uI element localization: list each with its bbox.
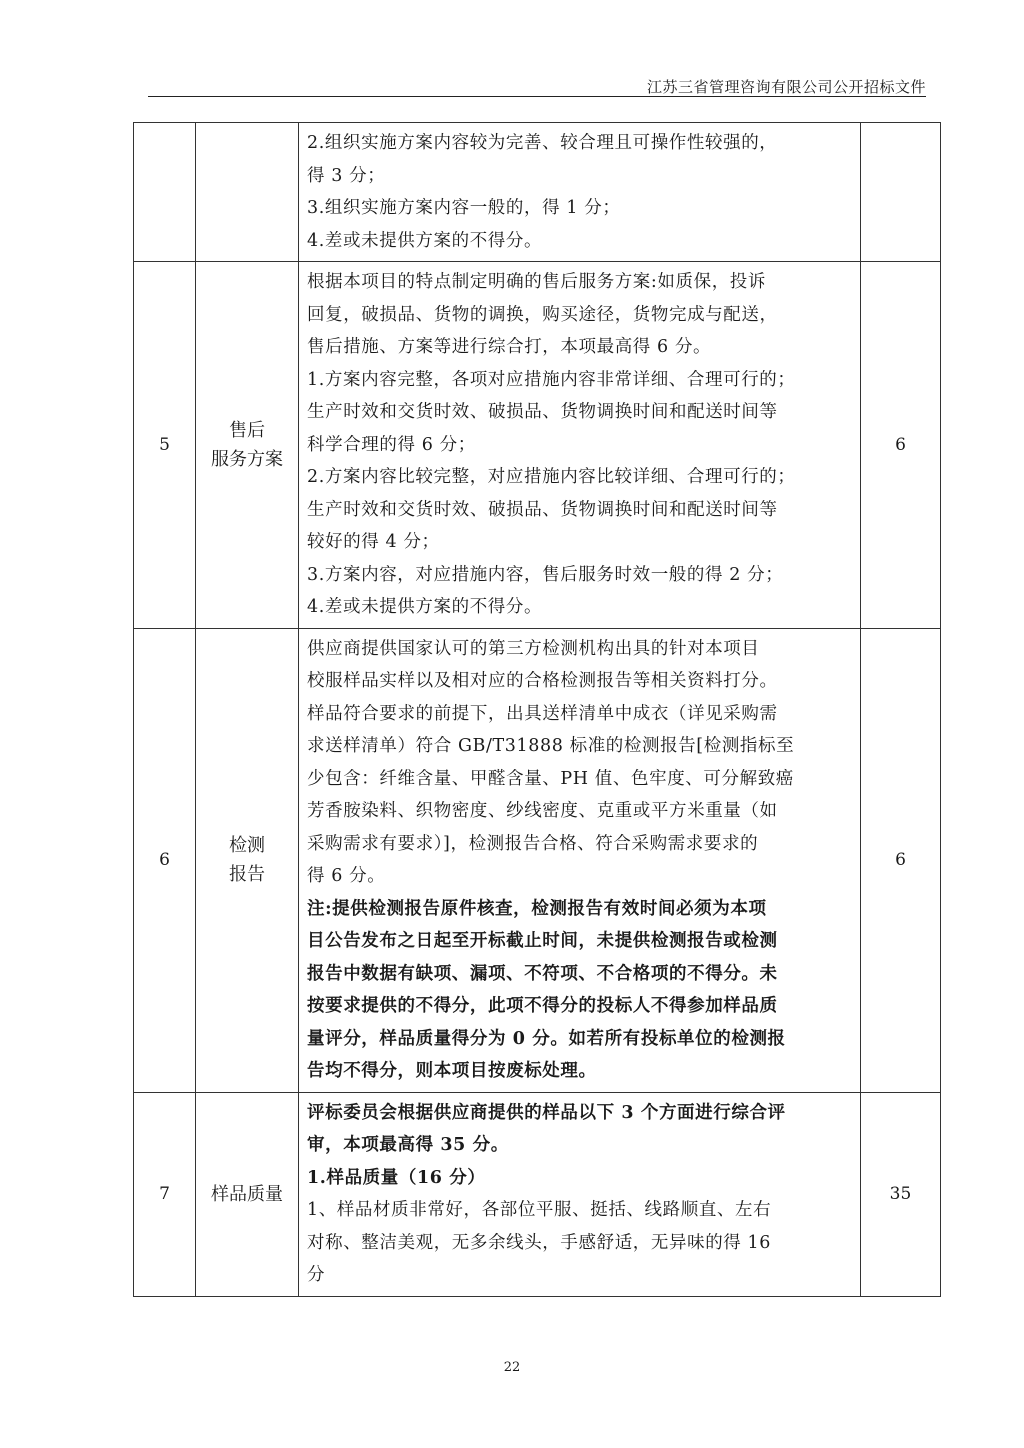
- page-number: 22: [503, 1360, 521, 1375]
- criteria-line: 分: [307, 1265, 326, 1285]
- criteria-line: 求送样清单）符合 GB/T31888 标准的检测报告[检测指标至: [307, 736, 795, 756]
- criteria-cell: [299, 628, 861, 1092]
- item-name-line: 售后: [229, 419, 265, 441]
- criteria-cell: [299, 123, 861, 262]
- criteria-line: 目公告发布之日起至开标截止时间，未提供检测报告或检测: [307, 931, 778, 951]
- scoring-table-body: [134, 123, 941, 1297]
- item-name-line: 服务方案: [211, 448, 283, 470]
- item-name-line: 报告: [229, 864, 265, 885]
- criteria-line: 1、样品材质非常好，各部位平服、挺括、线路顺直、左右: [307, 1200, 772, 1220]
- criteria-line: 得 3 分；: [307, 165, 386, 186]
- table-row: [134, 123, 941, 262]
- max-score-cell: 6: [861, 628, 941, 1092]
- criteria-line: 对称、整洁美观，无多余线头，手感舒适，无异味的得 16: [307, 1232, 772, 1253]
- row-number-cell: 6: [134, 628, 196, 1092]
- table-row: [134, 1092, 941, 1296]
- item-name-cell: [196, 628, 299, 1092]
- criteria-line: 校服样品实样以及相对应的合格检测报告等相关资料打分。: [307, 671, 778, 691]
- criteria-line: 售后措施、方案等进行综合打，本项最高得 6 分。: [307, 337, 712, 357]
- document-header-title: 江苏三省管理咨询有限公司公开招标文件: [646, 78, 926, 96]
- header-rule: [148, 96, 926, 97]
- criteria-line: 得 6 分。: [307, 866, 386, 886]
- criteria-line: 1.样品质量（16 分）: [307, 1167, 486, 1188]
- criteria-line: 按要求提供的不得分，此项不得分的投标人不得参加样品质: [307, 996, 778, 1016]
- item-name-line: 样品质量: [211, 1183, 283, 1205]
- row-number-cell: 5: [134, 262, 196, 629]
- criteria-line: 1.方案内容完整，各项对应措施内容非常详细、合理可行的；: [307, 369, 796, 390]
- criteria-line: 4.差或未提供方案的不得分。: [307, 597, 543, 617]
- max-score-cell: 35: [861, 1092, 941, 1296]
- criteria-line: 少包含：纤维含量、甲醛含量、PH 值、色牢度、可分解致癌: [307, 768, 794, 789]
- criteria-line: 回复，破损品、货物的调换，购买途径，货物完成与配送，: [307, 304, 778, 325]
- criteria-line: 样品符合要求的前提下，出具送样清单中成衣（详见采购需: [307, 703, 778, 724]
- criteria-line: 告均不得分，则本项目按废标处理。: [307, 1061, 597, 1081]
- criteria-line: 生产时效和交货时效、破损品、货物调换时间和配送时间等: [307, 499, 778, 520]
- max-score-cell: [861, 123, 941, 262]
- criteria-cell: [299, 262, 861, 629]
- scoring-table: [133, 122, 941, 1297]
- criteria-line: 审，本项最高得 35 分。: [307, 1135, 509, 1155]
- criteria-line: 3.方案内容，对应措施内容，售后服务时效一般的得 2 分；: [307, 564, 784, 585]
- criteria-line: 注:提供检测报告原件核查，检测报告有效时间必须为本项: [307, 898, 767, 919]
- criteria-line: 科学合理的得 6 分；: [307, 434, 476, 455]
- criteria-line: 生产时效和交货时效、破损品、货物调换时间和配送时间等: [307, 402, 778, 422]
- criteria-line: 量评分，样品质量得分为 0 分。如若所有投标单位的检测报: [307, 1028, 786, 1049]
- table-row: [134, 262, 941, 629]
- criteria-cell: [299, 1092, 861, 1296]
- criteria-line: 报告中数据有缺项、漏项、不符项、不合格项的不得分。未: [307, 963, 778, 984]
- row-number-cell: 7: [134, 1092, 196, 1296]
- criteria-line: 2.方案内容比较完整，对应措施内容比较详细、合理可行的；: [307, 467, 796, 487]
- row-number-cell: [134, 123, 196, 262]
- criteria-line: 3.组织实施方案内容一般的，得 1 分；: [307, 198, 621, 218]
- max-score-cell: 6: [861, 262, 941, 629]
- criteria-line: 根据本项目的特点制定明确的售后服务方案:如质保，投诉: [307, 272, 766, 292]
- criteria-line: 评标委员会根据供应商提供的样品以下 3 个方面进行综合评: [307, 1102, 786, 1123]
- item-name-line: 检测: [229, 835, 265, 856]
- criteria-line: 4.差或未提供方案的不得分。: [307, 230, 543, 251]
- criteria-line: 芳香胺染料、织物密度、纱线密度、克重或平方米重量（如: [307, 801, 778, 821]
- item-name-cell: [196, 1092, 299, 1296]
- criteria-line: 2.组织实施方案内容较为完善、较合理且可操作性较强的，: [307, 133, 778, 153]
- item-name-cell: [196, 123, 299, 262]
- item-name-cell: [196, 262, 299, 629]
- criteria-line: 供应商提供国家认可的第三方检测机构出具的针对本项目: [307, 638, 760, 659]
- criteria-line: 较好的得 4 分；: [307, 532, 440, 552]
- criteria-line: 采购需求有要求）]，检测报告合格、符合采购需求要求的: [307, 833, 759, 854]
- table-row: [134, 628, 941, 1092]
